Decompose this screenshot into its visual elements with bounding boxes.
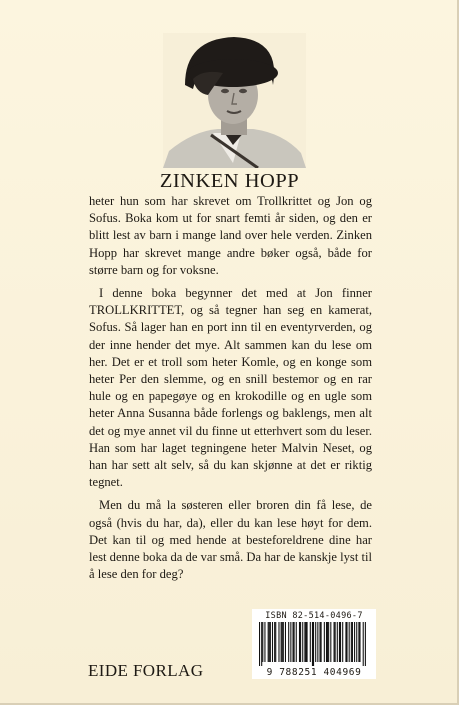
- isbn-barcode: [252, 609, 376, 679]
- barcode-bar: [363, 622, 364, 666]
- barcode-bar: [354, 622, 355, 662]
- barcode-bar: [352, 622, 353, 662]
- barcode-bar: [334, 622, 335, 662]
- barcode-bar: [281, 622, 282, 662]
- ean-first-digit: 9: [266, 667, 273, 678]
- barcode-bar: [302, 622, 303, 662]
- barcode-bar: [321, 622, 322, 662]
- barcode-bar: [335, 622, 336, 662]
- ean-digits: [252, 667, 376, 678]
- barcode-bar: [290, 622, 291, 662]
- barcode-bar: [283, 622, 284, 662]
- barcode-bar: [310, 622, 311, 662]
- publisher-name: EIDE FORLAG: [88, 661, 204, 680]
- barcode-bar: [261, 622, 262, 666]
- barcode-bar: [339, 622, 340, 662]
- barcode-bar: [337, 622, 338, 662]
- barcode-bar: [264, 622, 265, 662]
- barcode-bar: [326, 622, 327, 662]
- barcode-bar: [274, 622, 275, 662]
- barcode-bar: [359, 622, 360, 662]
- barcode-bar: [330, 622, 331, 662]
- ean-right-group: 404969: [323, 667, 362, 678]
- barcode-bar: [356, 622, 357, 662]
- barcode-bar: [270, 622, 271, 662]
- barcode-bar: [346, 622, 347, 662]
- barcode-bar: [317, 622, 318, 662]
- barcode-bar: [285, 622, 286, 662]
- barcode-bar: [351, 622, 352, 662]
- barcode-bar: [342, 622, 343, 662]
- barcode-bar: [324, 622, 325, 662]
- barcode-bar: [300, 622, 301, 662]
- barcode-bar: [294, 622, 295, 662]
- barcode-bar: [269, 622, 270, 662]
- barcode-bar: [296, 622, 297, 662]
- barcode-bar: [272, 622, 273, 662]
- barcode-bar: [282, 622, 283, 662]
- barcode-bar: [288, 622, 289, 662]
- barcode-bar: [307, 622, 308, 662]
- blurb-paragraph: Men du må la søsteren eller broren din få lese, de også (hvis du har, da), eller du kan lese høyt for dem. Det kan til og med hende at besteforeldrene dine har lest denne boka da de var små. Da har de kanskje lyst til å lese den for deg?: [89, 498, 372, 582]
- barcode-bar: [319, 622, 320, 662]
- barcode-bar: [349, 622, 350, 662]
- blurb-paragraph: heter hun som har skrevet om Trollkrittet og Jon og Sofus. Boka kom ut for snart femti år siden, og den er blitt lest av barn i mange land over hele verden. Zinken Hopp har skrevet mange andre bøker også, både for større barn og for voksne.: [89, 194, 372, 277]
- barcode-bar: [340, 622, 341, 662]
- barcode-bar: [312, 622, 313, 666]
- barcode-bar: [292, 622, 293, 662]
- barcode-bar: [304, 622, 305, 662]
- barcode-bar: [268, 622, 269, 662]
- isbn-number: ISBN 82-514-0496-7: [265, 611, 363, 621]
- barcode-bar: [259, 622, 260, 666]
- barcode-bar: [262, 622, 263, 662]
- ean-left-group: 788251: [279, 667, 318, 678]
- barcode-bar: [327, 622, 328, 662]
- author-name: ZINKEN HOPP: [159, 170, 300, 192]
- barcode-bar: [305, 622, 306, 662]
- blurb-text: [89, 193, 372, 589]
- author-portrait: [163, 33, 306, 168]
- barcode-bars: [259, 622, 369, 666]
- barcode-bar: [345, 622, 346, 662]
- barcode-bar: [315, 622, 316, 662]
- blurb-paragraph: I denne boka begynner det med at Jon finner TROLLKRITTET, og så tegner han seg en kamerat, Sofus. Så lager han en port inn til en eventyrverden, og der inne hender det mye. Alt sammen kan du lese om her. Det er et troll som heter Komle, og en konge som heter Per den slemme, og en snill bestemor og en rar hule og en papegøye og en krokodille og en ugle som heter Anna Susanna både forlengs og baklengs, men alt det og mye annet vil du finne ut etterhvert som du leser. Han som har laget tegningene heter Malvin Neset, og han har sett alt selv, så du kan skjønne at det er riktig tegnet.: [89, 286, 372, 490]
- barcode-bar: [365, 622, 366, 666]
- barcode-bar: [328, 622, 329, 662]
- barcode-bar: [278, 622, 279, 662]
- barcode-bar: [275, 622, 276, 662]
- barcode-bar: [313, 622, 314, 666]
- barcode-bar: [299, 622, 300, 662]
- barcode-bar: [358, 622, 359, 662]
